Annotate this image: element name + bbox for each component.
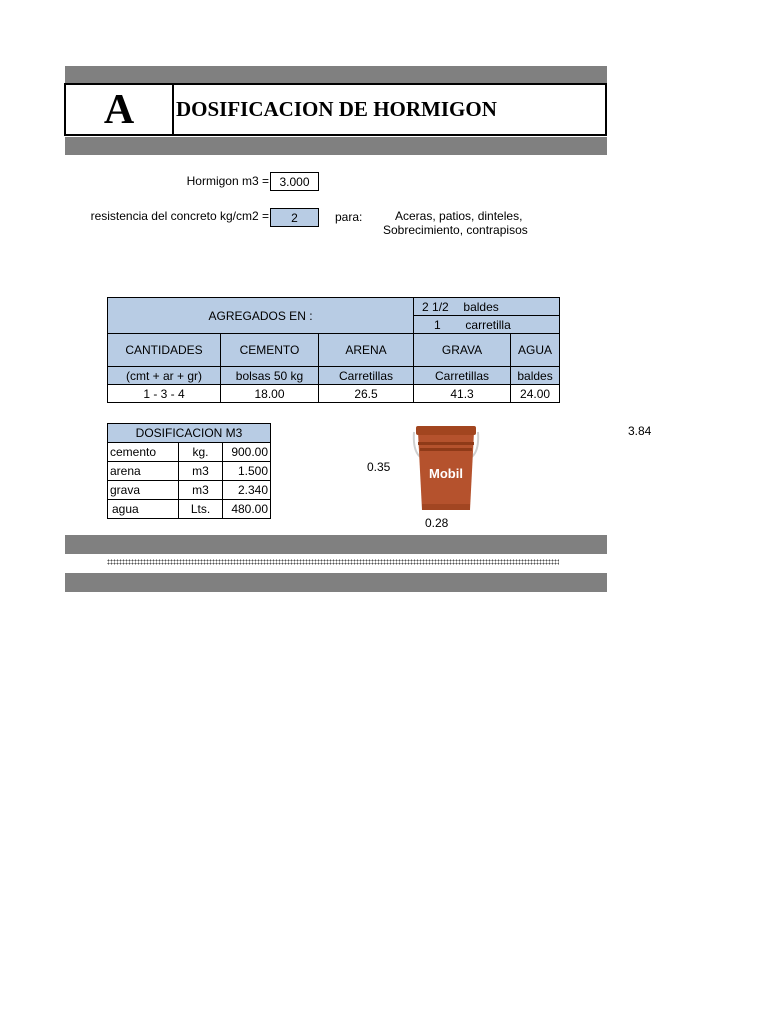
- uso-line-1: Aceras, patios, dinteles,: [395, 209, 523, 223]
- bucket-side-value: 0.35: [367, 460, 391, 474]
- value-cell: 1.500: [223, 462, 271, 481]
- unit-cell: Lts.: [179, 500, 223, 519]
- unit1-name: baldes: [463, 299, 499, 314]
- material-cell: cemento: [108, 443, 179, 462]
- footer-band-bottom: [65, 573, 607, 592]
- right-value: 3.84: [628, 424, 652, 438]
- agregados-table: [107, 297, 560, 403]
- unit-cantidades: (cmt + ar + gr): [108, 367, 221, 385]
- value-cemento: 18.00: [221, 385, 319, 403]
- hormigon-label: Hormigon m3 =: [186, 174, 269, 188]
- unit-agua: baldes: [511, 367, 560, 385]
- material-cell: agua: [108, 500, 179, 519]
- material-cell: grava: [108, 481, 179, 500]
- header-band-top: [65, 66, 607, 84]
- unit-cell: m3: [179, 481, 223, 500]
- header-cemento: CEMENTO: [221, 334, 319, 367]
- unit-cell: kg.: [179, 443, 223, 462]
- resistencia-input[interactable]: 2: [270, 208, 319, 227]
- value-agua: 24.00: [511, 385, 560, 403]
- value-cantidades: 1 - 3 - 4: [108, 385, 221, 403]
- header-agua: AGUA: [511, 334, 560, 367]
- value-cell: 480.00: [223, 500, 271, 519]
- page-title: DOSIFICACION DE HORMIGON: [176, 97, 497, 121]
- bucket-brand: Mobil: [429, 466, 463, 481]
- value-cell: 900.00: [223, 443, 271, 462]
- dosificacion-title: DOSIFICACION M3: [108, 424, 271, 443]
- para-label: para:: [335, 210, 363, 224]
- footer-band-top: [65, 535, 607, 554]
- title-box: [64, 83, 607, 136]
- bucket-image: [410, 420, 482, 516]
- dosificacion-table: [107, 423, 271, 519]
- unit-carretilla: [414, 316, 560, 334]
- unit2-name: carretilla: [465, 317, 511, 332]
- agregados-title: AGREGADOS EN :: [108, 298, 414, 334]
- unit-cemento: bolsas 50 kg: [221, 367, 319, 385]
- header-cantidades: CANTIDADES: [108, 334, 221, 367]
- material-cell: arena: [108, 462, 179, 481]
- hormigon-input[interactable]: 3.000: [270, 172, 319, 191]
- section-letter: A: [66, 85, 174, 134]
- header-band-bottom: [65, 137, 607, 155]
- uso-line-2: Sobrecimiento, contrapisos: [383, 223, 528, 237]
- table-row: [108, 500, 271, 519]
- header-grava: GRAVA: [414, 334, 511, 367]
- value-cell: 2.340: [223, 481, 271, 500]
- unit-grava: Carretillas: [414, 367, 511, 385]
- bucket-bottom-value: 0.28: [425, 516, 449, 528]
- resistencia-label: resistencia del concreto kg/cm2 =: [90, 209, 269, 223]
- table-row: [108, 481, 271, 500]
- table-row: [108, 462, 271, 481]
- table-row: [108, 443, 271, 462]
- value-grava: 41.3: [414, 385, 511, 403]
- dotted-divider: [107, 559, 559, 565]
- unit-baldes: [414, 298, 560, 316]
- value-arena: 26.5: [319, 385, 414, 403]
- unit-arena: Carretillas: [319, 367, 414, 385]
- unit2-qty: 1: [434, 317, 441, 332]
- unit1-qty: 2 1/2: [422, 299, 449, 314]
- unit-cell: m3: [179, 462, 223, 481]
- header-arena: ARENA: [319, 334, 414, 367]
